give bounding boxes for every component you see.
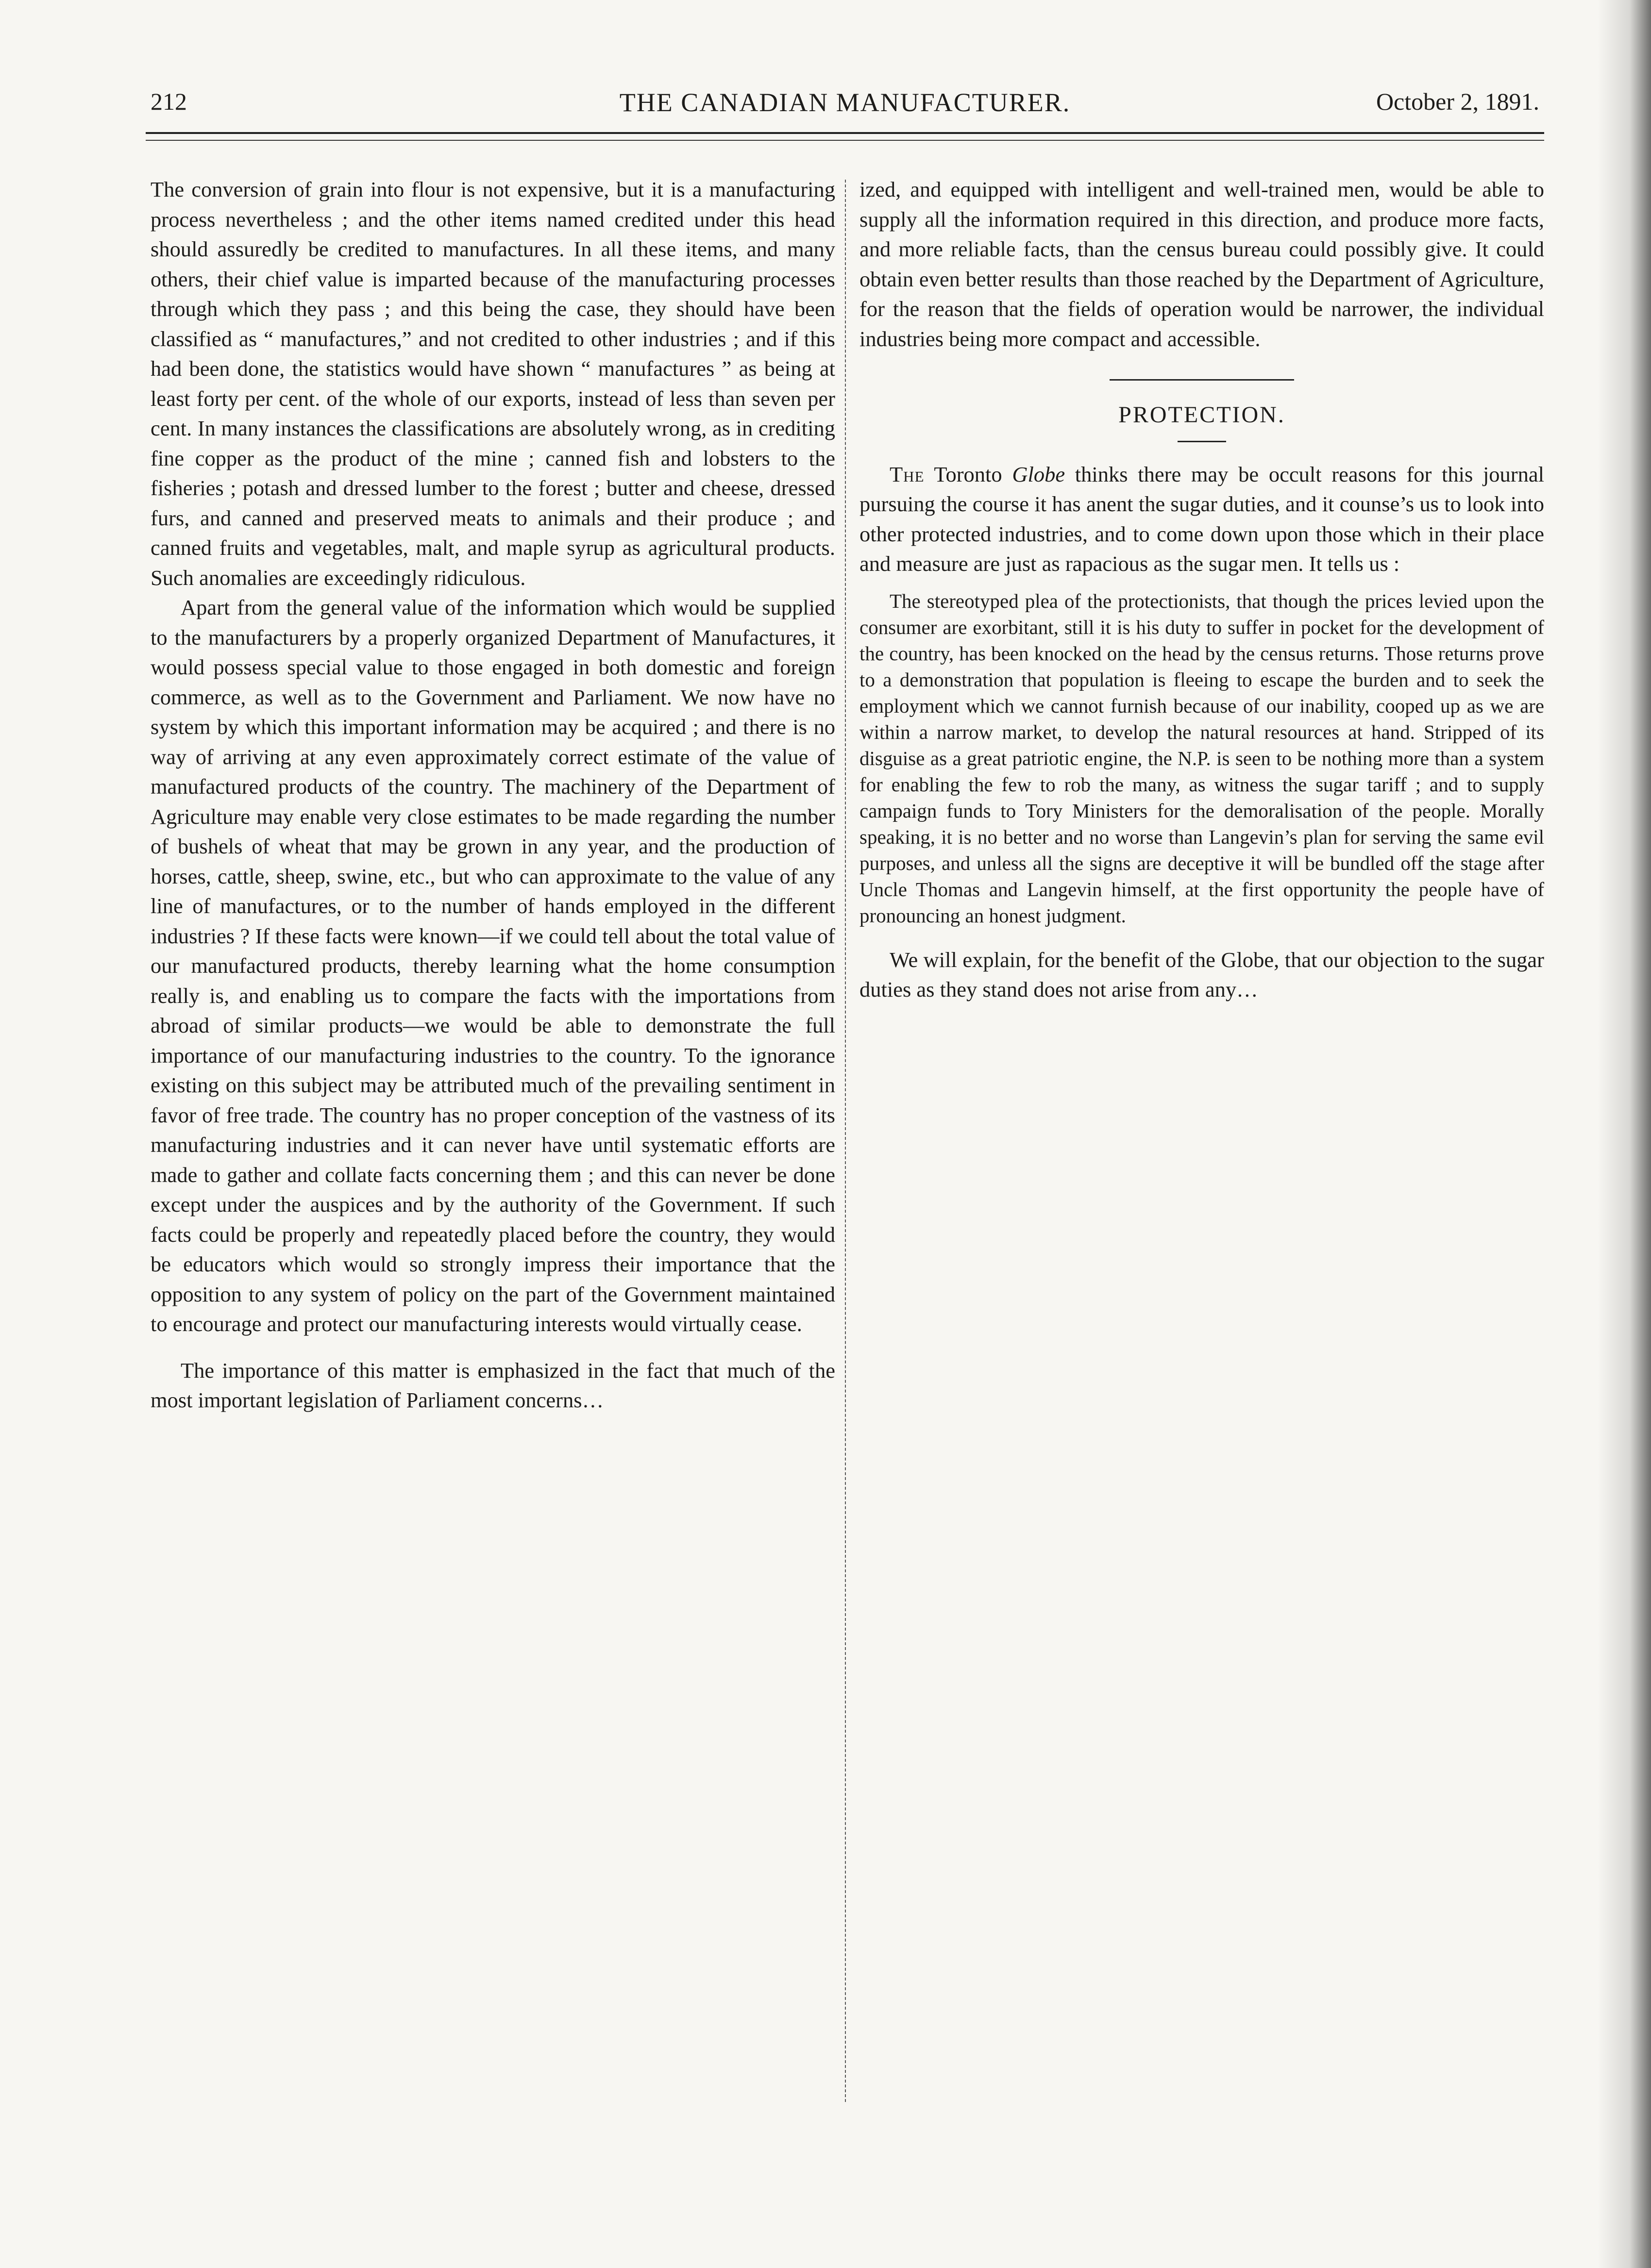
running-header bbox=[151, 87, 1539, 126]
header-rule-thin bbox=[146, 140, 1544, 141]
publication-title: THE CANADIAN MANUFACTURER. bbox=[619, 88, 1071, 117]
page-edge-shadow bbox=[1598, 0, 1651, 2268]
right-paragraph-3: We will explain, for the benefit of the Globe, that our objection to the sugar duties as they stand does not arise from any… bbox=[859, 947, 1544, 1001]
right-column bbox=[859, 175, 1544, 1005]
right-paragraph-1: ized, and equipped with intelligent and well-trained men, would be able to supply all the information required in this direction, and produce more facts, and more reliable facts, than the census bureau could possibly give. It could obtain even better results than those reached by the Department of Agriculture, for the reason that the fields of operation would be narrower, the individual industries being more compact and accessible. bbox=[859, 177, 1544, 351]
globe-title: Globe bbox=[1012, 462, 1065, 486]
left-column bbox=[151, 175, 835, 1416]
left-paragraph-3: The importance of this matter is emphasized in the fact that much of the most important legislation of Parliament concerns… bbox=[151, 1358, 835, 1412]
left-paragraph-1: The conversion of grain into flour is not expensive, but it is a manufacturing process nevertheless ; and the other items named credited under this head should assuredly be credited to manufactures. In all these items, and many others, their chief value is imparted because of the manufacturing processes through which they pass ; and this being the case, they should have been classified as “ manufactures,” and not credited to other industries ; and if this had been done, the statistics would have shown “ manufactures ” as being at least forty per cent. of the whole of our exports, instead of less than seven per cent. In many instances the classifications are absolutely wrong, as in crediting fine copper as the product of the mine ; canned fish and lobsters to the fisheries ; potash and dressed lumber to the forest ; butter and cheese, dressed furs, and canned and preserved meats to animals and their produce ; and canned fruits and vegetables, malt, and maple syrup as agricultural products. Such anomalies are exceedingly ridiculous. bbox=[151, 177, 835, 590]
column-divider bbox=[845, 180, 846, 2102]
header-rule-thick bbox=[146, 132, 1544, 134]
page-number: 212 bbox=[151, 88, 187, 115]
left-paragraph-2: Apart from the general value of the information which would be supplied to the manufacturers by a properly organized Department of Manufactures, it would possess special value to those engaged in both domestic and foreign commerce, as well as to the Government and Parliament. We now have no system by which this important information may be acquired ; and there is no way of arriving at any even approximately correct estimate of the value of manufactured products of the country. The machinery of the Department of Agriculture may enable very close estimates to be made regarding the number of bushels of wheat that may be grown in any year, and the production of horses, cattle, sheep, swine, etc., but who can approximate to the value of any line of manufactures, or to the number of hands employed in the different industries ? If these facts were known—if we could tell about the total value of our manufactured products, thereby learning what the home consumption really is, and enabling us to compare the facts with the importations from abroad of similar products—we would be able to demonstrate the full importance of our manufacturing industries to the country. To the ignorance existing on this subject may be attributed much of the prevailing sentiment in favor of free trade. The country has no proper conception of the vastness of its manufacturing industries and it can never have until systematic efforts are made to gather and collate facts concerning them ; and this can never be done except under the auspices and by the authority of the Government. If such facts could be properly and repeatedly placed before the country, they would be educators which would so strongly impress their importance that the opposition to any system of policy on the part of the Government maintained to encourage and protect our manufacturing interests would virtually cease. bbox=[151, 595, 835, 1336]
heading-underline bbox=[1178, 441, 1226, 442]
section-rule bbox=[1110, 379, 1294, 381]
block-quote bbox=[859, 588, 1544, 929]
quote-text: The stereotyped plea of the protectionists, that though the prices levied upon the consumer are exorbitant, still it is his duty to suffer in pocket for the development of the country, has been knocked on the head by the census returns. Those returns prove to a demonstration that population is fleeing to escape the burden and to seek the employment which we cannot furnish because of our inability, cooped up as we are within a narrow market, to develop the natural resources at hand. Stripped of its disguise as a great patriotic engine, the N.P. is seen to be nothing more than a system for enabling the few to rob the many, as witness the sugar tariff ; and to supply campaign funds to Tory Ministers for the demoralisation of the people. Morally speaking, it is no better and no worse than Langevin’s plan for serving the same evil purposes, and unless all the signs are deceptive it will be bundled off the stage after Uncle Thomas and Langevin himself, at the first opportunity the people have of pronouncing an honest judgment. bbox=[859, 589, 1544, 927]
right-paragraph-2: The Toronto Globe thinks there may be occult reasons for this journal pursuing the course it has anent the sugar duties, and it counse’s us to look into other protected industries, and to come down upon those which in their place and measure are just as rapacious as the sugar men. It tells us : bbox=[859, 462, 1544, 576]
lead-word: The bbox=[890, 462, 925, 486]
section-heading: PROTECTION. bbox=[1118, 402, 1285, 428]
issue-date: October 2, 1891. bbox=[1376, 88, 1539, 115]
